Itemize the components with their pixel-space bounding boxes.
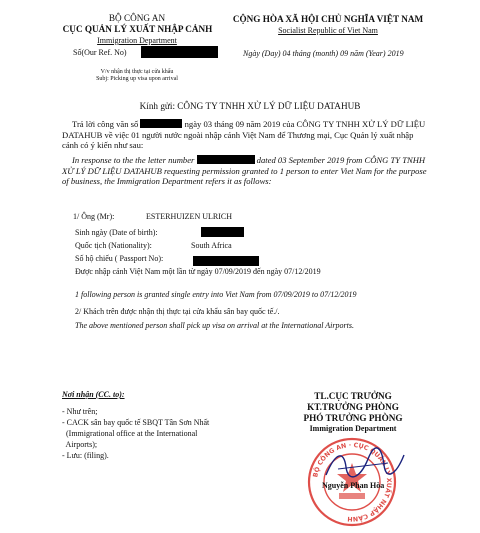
redacted-date-of-birth: [201, 227, 244, 237]
country-name-en: Socialist Republic of Viet Nam: [278, 26, 378, 35]
redacted-reference-number: [141, 46, 218, 58]
nationality-label: Quốc tịch (Nationality):: [75, 241, 152, 250]
entry-permission-vn: Được nhập cảnh Việt Nam một lần từ ngày 07/09/2019 đến ngày 07/12/2019: [75, 267, 321, 276]
response-paragraph-en: [62, 155, 427, 187]
department-name-en: Immigration Department: [97, 36, 177, 45]
date-of-birth-label: Sinh ngày (Date of birth):: [75, 228, 158, 237]
country-name: CỘNG HÒA XÃ HỘI CHỦ NGHĨA VIỆT NAM: [232, 14, 424, 24]
nationality-value: South Africa: [191, 241, 232, 250]
cc-line: Airports);: [62, 440, 98, 449]
signature-line-4: Immigration Department: [309, 424, 397, 433]
subject-vn: V/v nhận thị thực tại cửa khẩu: [100, 69, 174, 75]
response-intro-en: In response to the the letter number: [72, 155, 195, 165]
response-paragraph-vn: [62, 119, 427, 151]
cc-line: - CACK sân bay quốc tế SBQT Tân Sơn Nhất: [62, 418, 210, 427]
subject-en: Subj: Picking up visa upon arrival: [96, 76, 178, 82]
entry-permission-en: 1 following person is granted single entry into Viet Nam from 07/09/2019 to 07/12/2019: [75, 290, 357, 299]
cc-heading: Nơi nhận (CC. to):: [62, 390, 125, 399]
cc-line: (Immigrational office at the International: [62, 429, 198, 438]
recipient-line: Kính gửi: CÔNG TY TNHH XỬ LÝ DỮ LIỆU DATAHUB: [139, 101, 361, 111]
signature-icon: [318, 445, 408, 485]
passport-label: Số hộ chiếu ( Passport No):: [75, 254, 164, 263]
person-name: ESTERHUIZEN ULRICH: [146, 212, 232, 221]
signature-line-3: PHÓ TRƯỞNG PHÒNG: [303, 413, 403, 423]
document-date: Ngày (Day) 04 tháng (month) 09 năm (Year) 2019: [243, 49, 404, 58]
cc-line: - Lưu: (filing).: [62, 451, 109, 460]
response-body-en: dated 03 September 2019 from CÔNG TY TNHH XỬ LÝ DỮ LIỆU DATAHUB requesting permission granted to 1 person to enter Viet Nam for the purpose of business, the Immigration Department refers it as follows:: [62, 155, 427, 187]
cc-line: - Như trên;: [62, 407, 98, 416]
redacted-letter-number-en: [197, 155, 255, 164]
redacted-passport-number: [193, 256, 259, 266]
pickup-instruction-vn: 2/ Khách trên được nhận thị thực tại cửa khẩu sân bay quốc tế./.: [75, 307, 280, 316]
response-intro-vn: Trả lời công văn số: [72, 119, 139, 129]
signature-line-1: TL.CỤC TRƯỞNG: [314, 391, 392, 401]
signer-name: Nguyễn Phan Hòa: [322, 481, 385, 490]
department-name: CỤC QUẢN LÝ XUẤT NHẬP CẢNH: [62, 24, 213, 34]
stamp-text: BỘ CÔNG AN · CỤC QUẢN LÝ XUẤT NHẬP CẢNH: [312, 441, 393, 523]
redacted-letter-number-vn: [140, 119, 182, 128]
person-title-label: 1/ Ông (Mr):: [73, 212, 115, 221]
response-body-vn: ngày 03 tháng 09 năm 2019 của CÔNG TY TNHH XỬ LÝ DỮ LIỆU DATAHUB về việc 01 người nước ngoài nhập cảnh Việt Nam để Thương mại, Cục Quản lý xuất nhập cảnh có ý kiến như sau:: [62, 119, 426, 151]
pickup-instruction-en: The above mentioned person shall pick up visa on arrival at the International Airports.: [75, 321, 354, 330]
reference-number-label: Số(Our Ref. No): [73, 48, 127, 57]
signature-line-2: KT.TRƯỞNG PHÒNG: [307, 402, 399, 412]
ministry-name: BỘ CÔNG AN: [108, 13, 166, 23]
